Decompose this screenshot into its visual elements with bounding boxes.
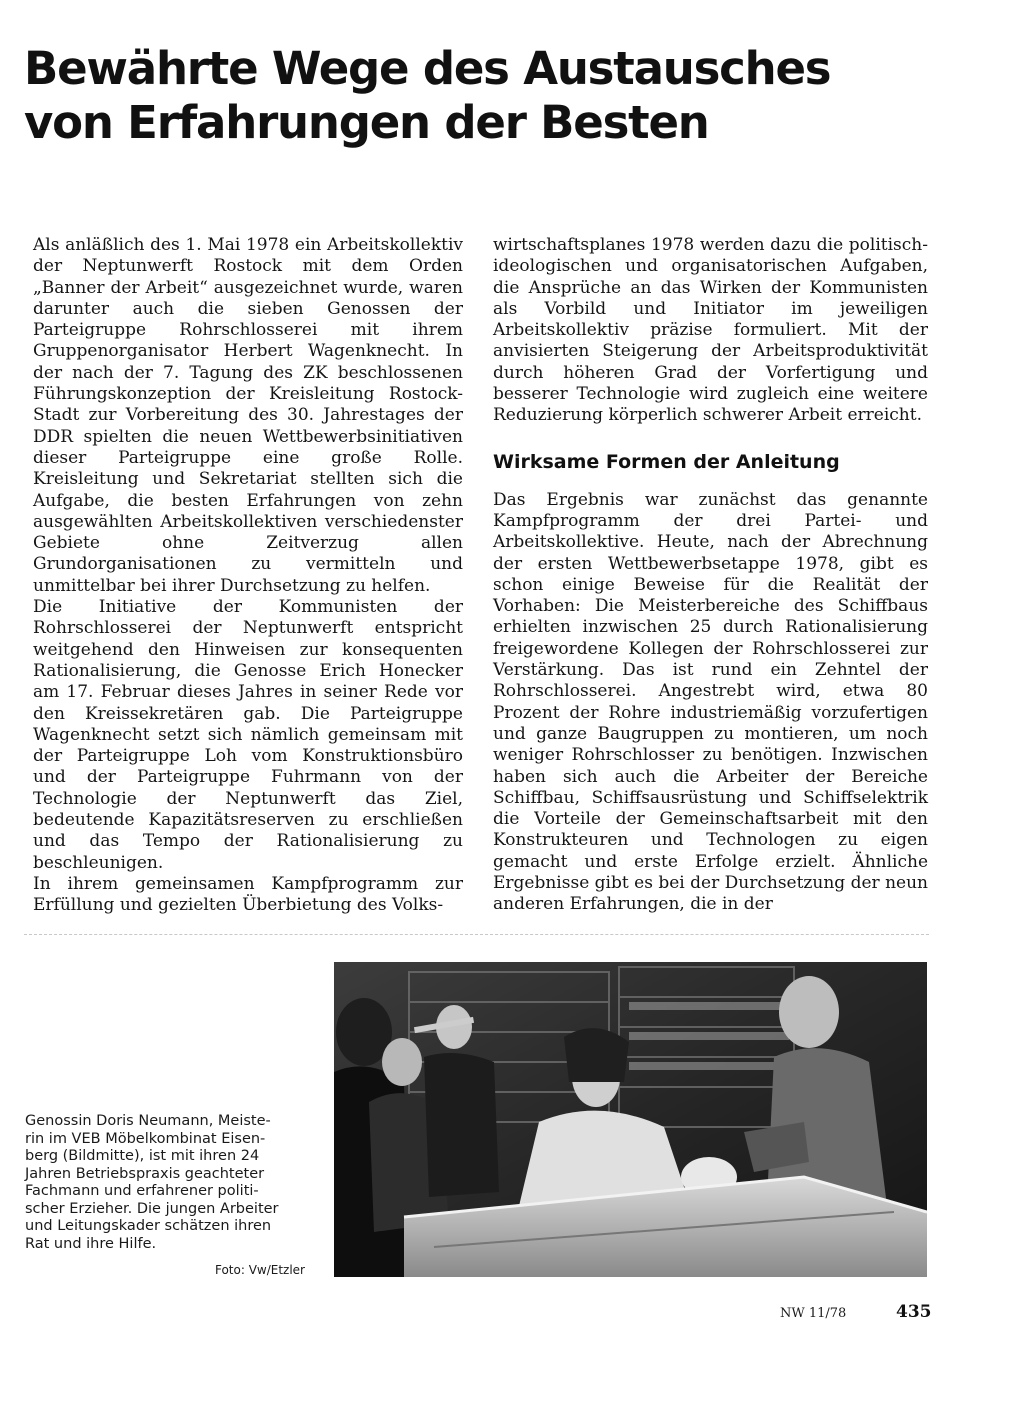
workshop-photo-illustration (334, 962, 927, 1277)
issue-folio: NW 11/78 (780, 1306, 847, 1321)
body-paragraph: Das Ergebnis war zunächst das genannte Kampfprogramm der drei Partei- und Arbeitskollektive. Heute, nach der Abrechnung der ersten Wettbewerbsetappe 1978, gibt es schon einige Beweise für die Realität der Vorhaben: Die Meisterbereiche des Schiffbaus erhielten inzwischen 25 durch Rationalisierung freigewordene Kollegen der Rohrschlosserei zur Verstärkung. Das ist rund ein Zehntel der Rohrschlosserei. Angestrebt wird, etwa 80 Prozent der Rohre industriemäßig vorzufertigen und ganze Baugruppen zu montieren, um noch weniger Rohrschlosser zu benötigen. Inzwischen haben sich auch die Arbeiter der Bereiche Schiffbau, Schiffsausrüstung und Schiffselektrik die Vorteile der Gemeinschaftsarbeit mit den Konstrukteuren und Technologen zu eigen gemacht und erste Erfolge erzielt. Ähnliche Ergebnisse gibt es bei der Durchsetzung der neun anderen Erfahrungen, die in der (493, 489, 928, 915)
text-column-left (33, 235, 463, 917)
caption-line: Rat und ihre Hilfe. (25, 1235, 157, 1252)
text-column-right (493, 235, 928, 916)
section-divider (24, 934, 929, 935)
body-paragraph: Die Initiative der Kommunisten der Rohrschlosserei der Neptunwerft entspricht weitgehend den Hinweisen zur konsequenten Rationalisierung, die Genosse Erich Honecker am 17. Februar dieses Jahres in seiner Rede vor den Kreissekretären gab. Die Parteigruppe Wagenknecht setzt sich nämlich gemeinsam mit der Parteigruppe Loh vom Konstruktionsbüro und der Parteigruppe Fuhrmann von der Technologie der Neptunwerft das Ziel, bedeutende Kapazitätsreserven zu erschließen und das Tempo der Rationalisierung zu beschleunigen. (33, 597, 463, 873)
body-paragraph: wirtschaftsplanes 1978 werden dazu die politisch-ideologischen und organisatorischen Aufgaben, die Ansprüche an das Wirken der Kommunisten als Vorbild und Initiator im jeweiligen Arbeitskollektiv präzise formuliert. Mit der anvisierten Steigerung der Arbeitsproduktivität durch höheren Grad der Vorfertigung und besserer Technologie wird zugleich eine weitere Reduzierung körperlich schwerer Arbeit erreicht. (493, 235, 928, 426)
caption-line: und Leitungskader schätzen ihren (25, 1218, 272, 1234)
caption-line: Jahren Betriebspraxis geachteter (25, 1165, 265, 1182)
workshop-photo (334, 962, 927, 1277)
body-paragraph: Als anläßlich des 1. Mai 1978 ein Arbeitskollektiv der Neptunwerft Rostock mit dem Orden „Banner der Arbeit“ ausgezeichnet wurde, waren darunter auch die sieben Genossen der Parteigruppe Rohrschlosserei mit ihrem Gruppenorganisator Herbert Wagenknecht. In der nach der 7. Tagung des ZK beschlossenen Führungskonzeption der Kreisleitung Rostock-Stadt zur Vorbereitung des 30. Jahrestages der DDR spielten die neuen Wettbewerbsinitiativen dieser Parteigruppe eine große Rolle. Kreisleitung und Sekretariat stellten sich die Aufgabe, die besten Erfahrungen von zehn ausgewählten Arbeitskollektiven verschiedenster Gebiete ohne Zeitverzug allen Grundorganisationen zu vermitteln und unmittelbar bei ihrer Durchsetzung zu helfen. (33, 235, 463, 596)
headline-line-2: von Erfahrungen der Besten (24, 96, 709, 149)
photo-credit: Foto: Vw/Etzler (214, 1263, 305, 1277)
caption-line: scher Erzieher. Die jungen Arbeiter (25, 1200, 279, 1217)
caption-line: Genossin Doris Neumann, Meiste- (25, 1113, 271, 1129)
section-subheading: Wirksame Formen der Anleitung (493, 450, 840, 473)
page-number: 435 (896, 1302, 932, 1322)
photo-caption (25, 1113, 308, 1253)
body-paragraph: In ihrem gemeinsamen Kampfprogramm zur Erfüllung und gezielten Überbietung des Volks- (33, 873, 463, 916)
caption-line: rin im VEB Möbelkombinat Eisen- (25, 1130, 266, 1147)
article-headline (24, 42, 984, 150)
headline-line-1: Bewährte Wege des Austausches (24, 42, 831, 95)
caption-line: berg (Bildmitte), ist mit ihren 24 (25, 1148, 260, 1164)
caption-line: Fachmann und erfahrener politi- (25, 1183, 259, 1199)
